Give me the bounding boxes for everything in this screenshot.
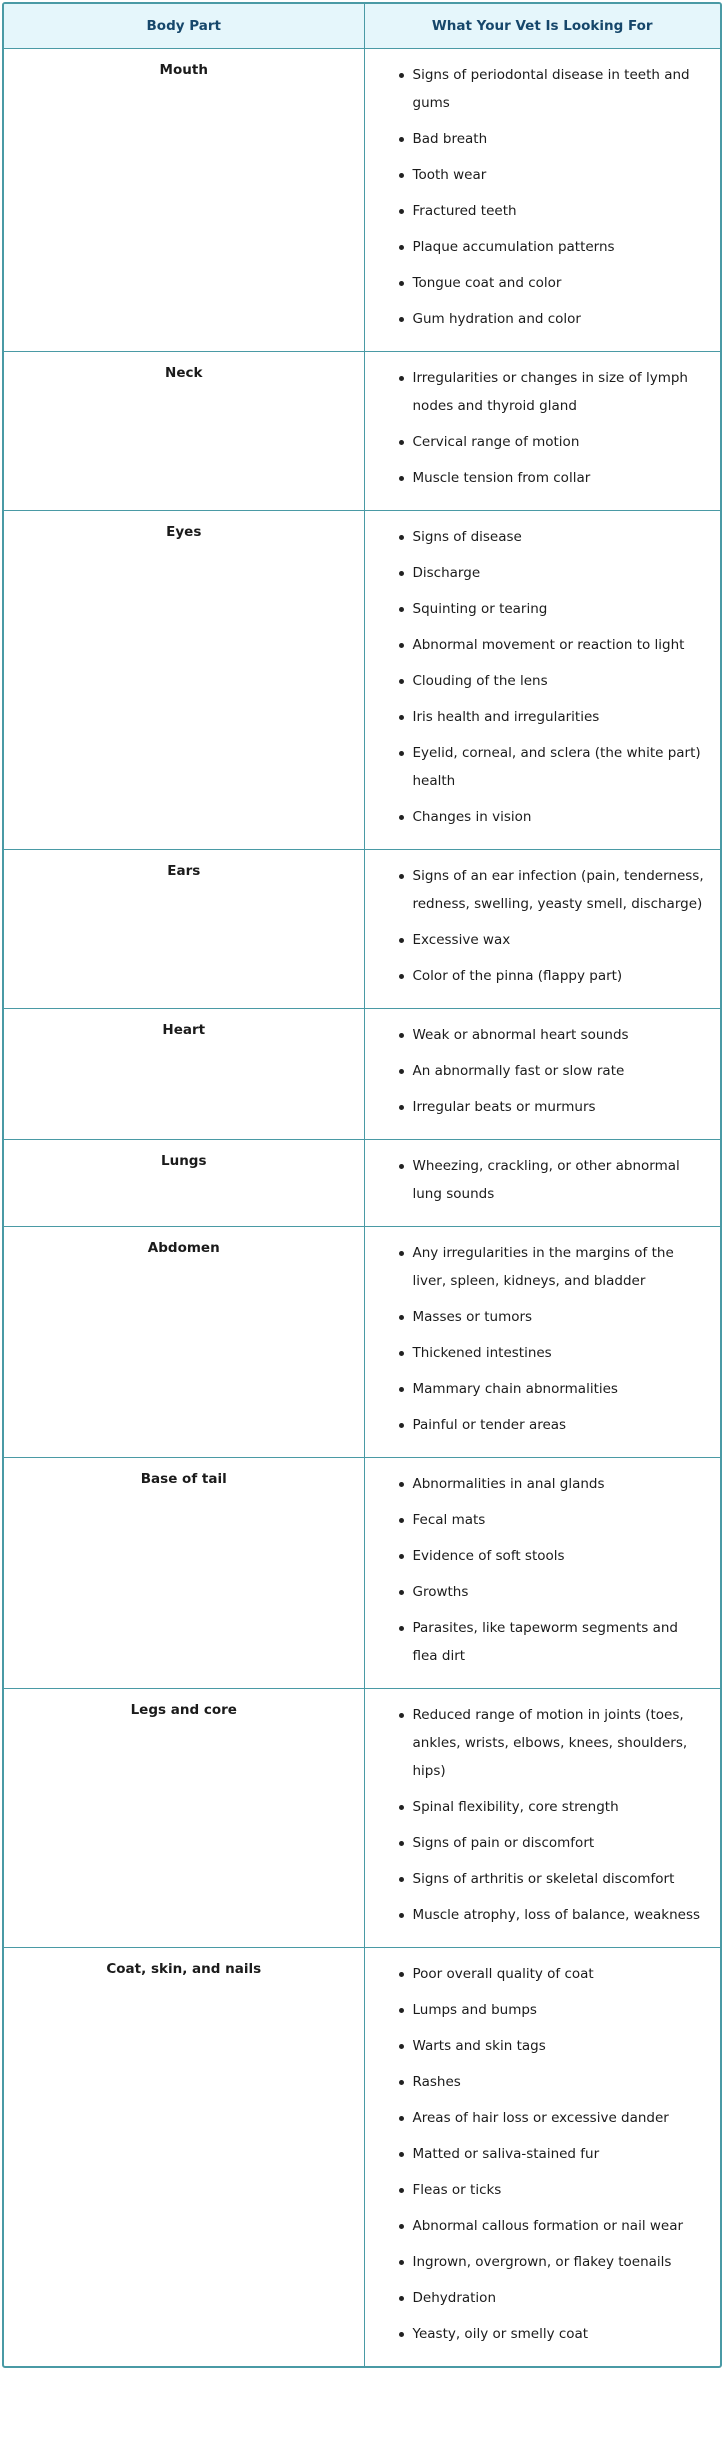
list-item: Mammary chain abnormalities [413,1375,707,1403]
list-item: Muscle tension from collar [413,464,707,492]
list-item: Areas of hair loss or excessive dander [413,2104,707,2132]
vet-exam-table [2,2,722,2368]
body-part-cell: Base of tail [4,1458,364,1689]
list-item: Cervical range of motion [413,428,707,456]
findings-list [365,850,721,1008]
table-row [4,1948,720,2367]
list-item: Discharge [413,559,707,587]
list-item: Squinting or tearing [413,595,707,623]
findings-list [365,1140,721,1226]
findings-list [365,511,721,849]
body-part-cell: Legs and core [4,1689,364,1948]
body-part-cell: Eyes [4,511,364,850]
list-item: Iris health and irregularities [413,703,707,731]
list-item: Muscle atrophy, loss of balance, weakness [413,1901,707,1929]
findings-cell [364,850,720,1009]
list-item: Evidence of soft stools [413,1542,707,1570]
list-item: Signs of an ear infection (pain, tenderness, redness, swelling, yeasty smell, discharge) [413,862,707,918]
table-row [4,511,720,850]
list-item: Rashes [413,2068,707,2096]
findings-cell [364,1948,720,2367]
findings-cell [364,1140,720,1227]
findings-list [365,352,721,510]
findings-cell [364,1458,720,1689]
findings-cell [364,1227,720,1458]
findings-cell [364,1689,720,1948]
table-header-row [4,4,720,49]
table-row [4,1227,720,1458]
list-item: Color of the pinna (flappy part) [413,962,707,990]
list-item: Ingrown, overgrown, or flakey toenails [413,2248,707,2276]
list-item: Signs of periodontal disease in teeth and gums [413,61,707,117]
findings-list [365,1948,721,2366]
list-item: Irregularities or changes in size of lymph nodes and thyroid gland [413,364,707,420]
list-item: Eyelid, corneal, and sclera (the white part) health [413,739,707,795]
findings-list [365,1227,721,1457]
findings-cell [364,511,720,850]
list-item: Warts and skin tags [413,2032,707,2060]
list-item: Bad breath [413,125,707,153]
list-item: Abnormal movement or reaction to light [413,631,707,659]
list-item: Lumps and bumps [413,1996,707,2024]
list-item: Matted or saliva-stained fur [413,2140,707,2168]
list-item: Abnormal callous formation or nail wear [413,2212,707,2240]
findings-list [365,1009,721,1139]
body-part-cell: Neck [4,352,364,511]
list-item: Dehydration [413,2284,707,2312]
body-part-cell: Abdomen [4,1227,364,1458]
list-item: Irregular beats or murmurs [413,1093,707,1121]
table-row [4,1458,720,1689]
list-item: Signs of disease [413,523,707,551]
findings-cell [364,49,720,352]
list-item: Tooth wear [413,161,707,189]
list-item: Plaque accumulation patterns [413,233,707,261]
list-item: Painful or tender areas [413,1411,707,1439]
list-item: Fecal mats [413,1506,707,1534]
findings-list [365,1458,721,1688]
list-item: Changes in vision [413,803,707,831]
list-item: Fleas or ticks [413,2176,707,2204]
list-item: Masses or tumors [413,1303,707,1331]
table-row [4,850,720,1009]
table-row [4,1009,720,1140]
list-item: Poor overall quality of coat [413,1960,707,1988]
list-item: Spinal flexibility, core strength [413,1793,707,1821]
body-part-cell: Coat, skin, and nails [106,1961,262,1977]
list-item: Reduced range of motion in joints (toes, ankles, wrists, elbows, knees, shoulders, hips) [413,1701,707,1785]
findings-cell [364,352,720,511]
list-item: Excessive wax [413,926,707,954]
list-item: Abnormalities in anal glands [413,1470,707,1498]
table-row [4,1689,720,1948]
list-item: Signs of arthritis or skeletal discomfort [413,1865,707,1893]
list-item: Thickened intestines [413,1339,707,1367]
list-item: Fractured teeth [413,197,707,225]
list-item: Weak or abnormal heart sounds [413,1021,707,1049]
list-item: Growths [413,1578,707,1606]
list-item: Wheezing, crackling, or other abnormal lung sounds [413,1152,707,1208]
list-item: Clouding of the lens [413,667,707,695]
body-part-cell: Lungs [4,1140,364,1227]
findings-list [365,1689,721,1947]
body-part-cell: Mouth [4,49,364,352]
table-body [4,49,720,2367]
findings-cell [364,1009,720,1140]
list-item: Gum hydration and color [413,305,707,333]
exam-table [4,4,720,2366]
body-part-cell: Ears [4,850,364,1009]
header-looking-for: What Your Vet Is Looking For [364,4,720,49]
table-row [4,352,720,511]
list-item: Signs of pain or discomfort [413,1829,707,1857]
table-row [4,1140,720,1227]
list-item: An abnormally fast or slow rate [413,1057,707,1085]
list-item: Any irregularities in the margins of the liver, spleen, kidneys, and bladder [413,1239,707,1295]
list-item: Tongue coat and color [413,269,707,297]
list-item: Parasites, like tapeworm segments and flea dirt [413,1614,707,1670]
header-body-part: Body Part [4,4,364,49]
body-part-cell: Heart [4,1009,364,1140]
table-row [4,49,720,352]
findings-list [365,49,721,351]
list-item: Yeasty, oily or smelly coat [413,2320,707,2348]
